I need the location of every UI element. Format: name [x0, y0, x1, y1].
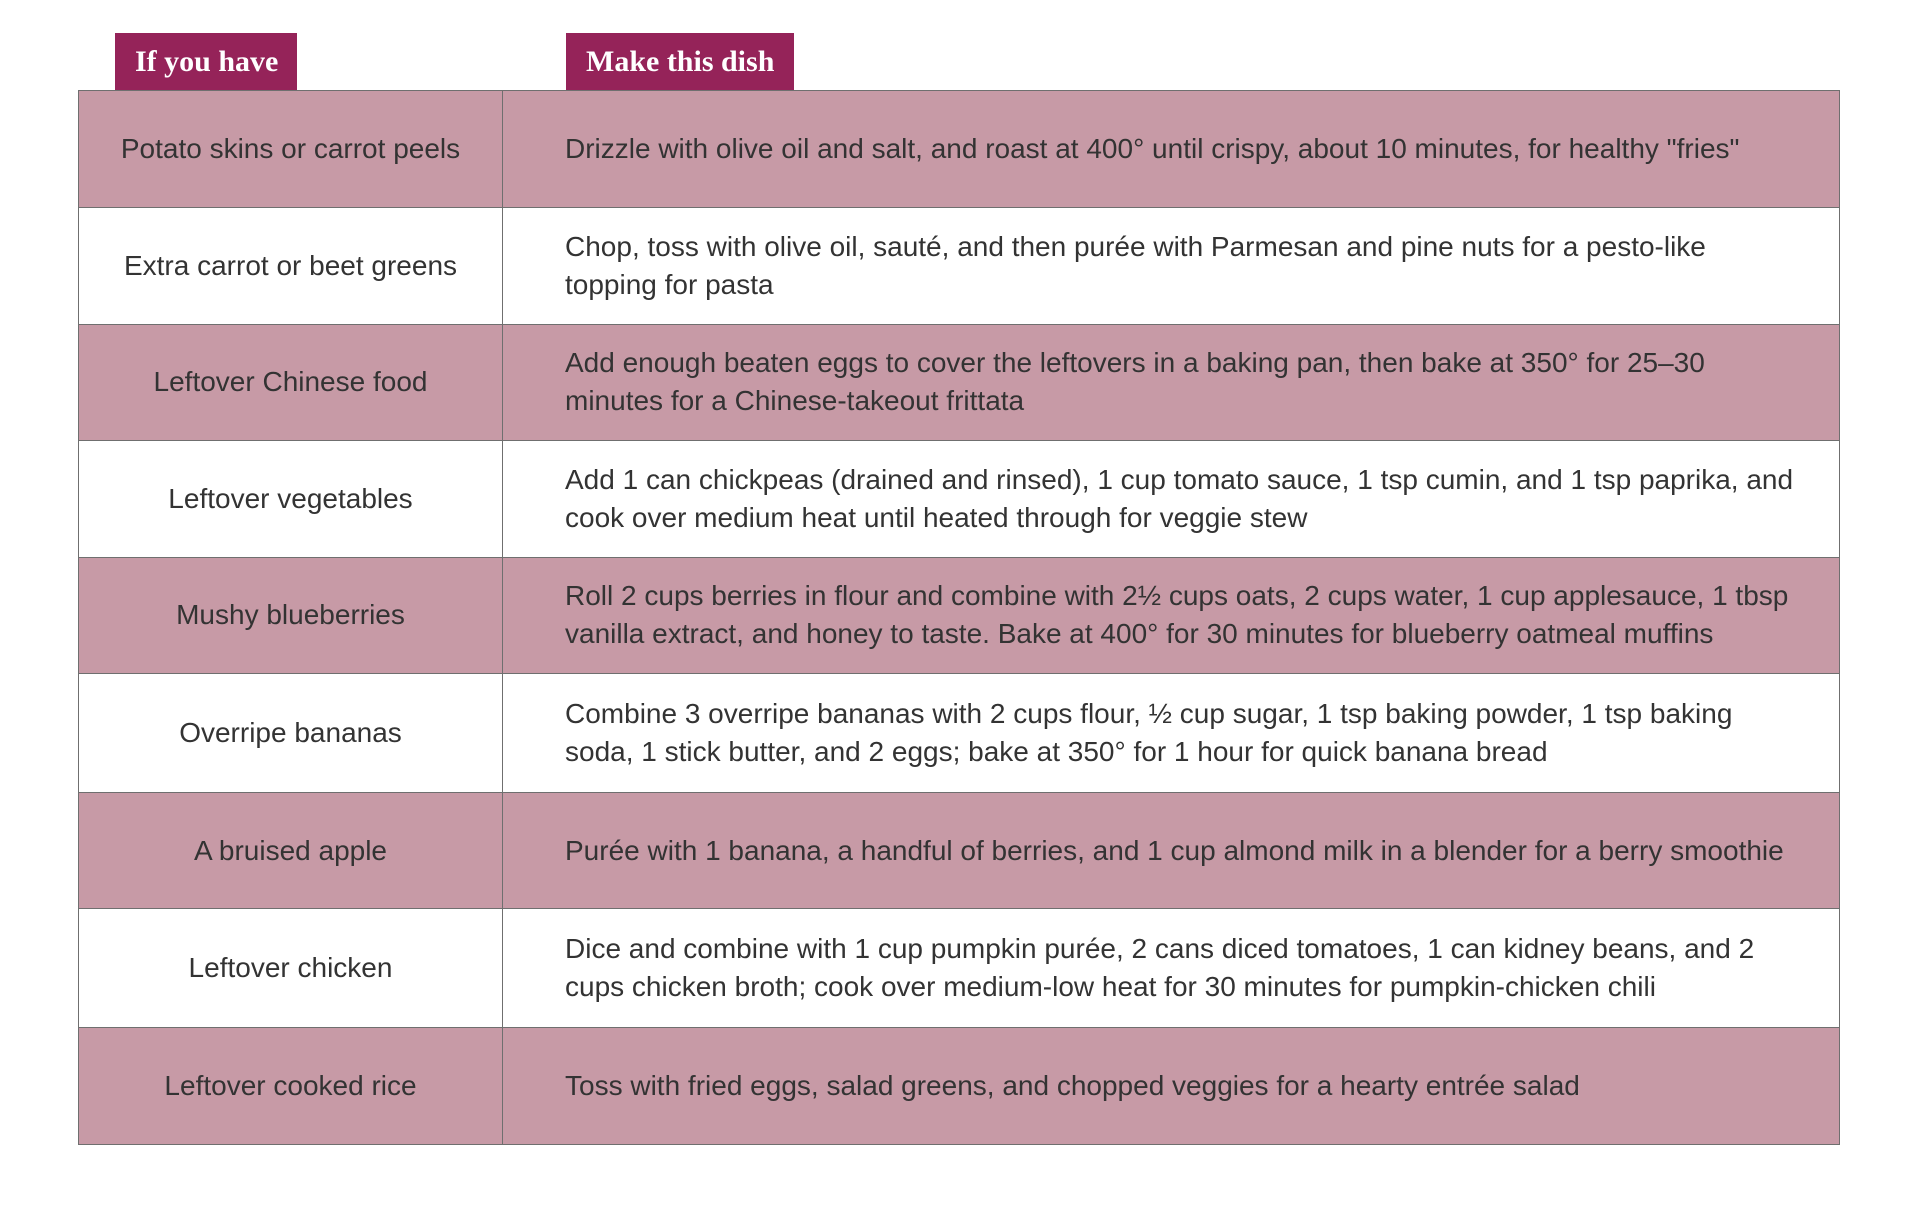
table-row	[79, 440, 1839, 556]
table-row	[79, 792, 1839, 908]
dish-cell: Add enough beaten eggs to cover the leftovers in a baking pan, then bake at 350° for 25–30 minutes for a Chinese-takeout frittata	[565, 347, 1705, 417]
have-cell: Extra carrot or beet greens	[79, 208, 503, 323]
dish-cell: Toss with fried eggs, salad greens, and chopped veggies for a hearty entrée salad	[565, 1070, 1580, 1102]
table-row	[79, 91, 1839, 207]
dish-cell: Drizzle with olive oil and salt, and roast at 400° until crispy, about 10 minutes, for healthy "fries"	[565, 133, 1740, 165]
dish-cell: Purée with 1 banana, a handful of berries, and 1 cup almond milk in a blender for a berry smoothie	[565, 834, 1784, 866]
leftovers-table	[78, 90, 1840, 1145]
table-row	[79, 324, 1839, 440]
table-row	[79, 673, 1839, 792]
header-make-this-dish: Make this dish	[566, 33, 794, 91]
have-cell: Leftover Chinese food	[79, 325, 503, 440]
dish-cell: Add 1 can chickpeas (drained and rinsed), 1 cup tomato sauce, 1 tsp cumin, and 1 tsp paprika, and cook over medium heat until heated through for veggie stew	[565, 463, 1794, 533]
table-row	[79, 557, 1839, 673]
dish-cell: Dice and combine with 1 cup pumpkin purée, 2 cans diced tomatoes, 1 can kidney beans, and 2 cups chicken broth; cook over medium-low heat for 30 minutes for pumpkin-chicken chili	[565, 933, 1755, 1003]
table-row	[79, 207, 1839, 323]
header-if-you-have: If you have	[115, 33, 297, 91]
dish-cell: Roll 2 cups berries in flour and combine with 2½ cups oats, 2 cups water, 1 cup applesauce, 1 tbsp vanilla extract, and honey to taste. Bake at 400° for 30 minutes for blueberry oatmeal muffins	[565, 580, 1789, 650]
have-cell: Overripe bananas	[79, 674, 503, 792]
table-row	[79, 908, 1839, 1027]
dish-cell: Chop, toss with olive oil, sauté, and then purée with Parmesan and pine nuts for a pesto-like topping for pasta	[565, 231, 1706, 301]
have-cell: Leftover vegetables	[79, 441, 503, 556]
have-cell: Leftover cooked rice	[79, 1028, 503, 1143]
have-cell: Leftover chicken	[79, 909, 503, 1027]
have-cell: Mushy blueberries	[79, 558, 503, 673]
table-row	[79, 1027, 1839, 1143]
dish-cell: Combine 3 overripe bananas with 2 cups flour, ½ cup sugar, 1 tsp baking powder, 1 tsp baking soda, 1 stick butter, and 2 eggs; bake at 350° for 1 hour for quick banana bread	[565, 697, 1733, 767]
have-cell: Potato skins or carrot peels	[79, 91, 503, 207]
have-cell: A bruised apple	[79, 793, 503, 908]
